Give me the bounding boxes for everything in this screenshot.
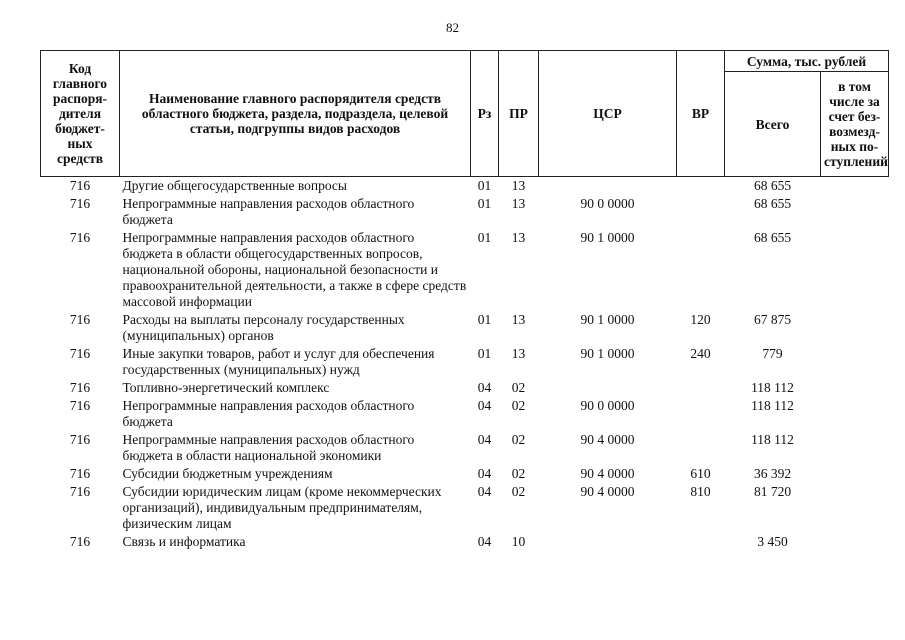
cell-rz: 01 xyxy=(477,346,492,361)
cell-free xyxy=(821,484,889,534)
cell-rz: 04 xyxy=(477,432,492,447)
cell-total: 68 655 xyxy=(753,178,792,193)
cell-free xyxy=(821,346,889,380)
cell-pr: 02 xyxy=(511,484,526,499)
header-csr: ЦСР xyxy=(539,51,677,177)
cell-vr xyxy=(677,432,725,466)
cell-total: 81 720 xyxy=(753,484,792,499)
cell-name: Топливно-энергетический комплекс xyxy=(122,380,330,395)
cell-total: 118 112 xyxy=(751,432,794,447)
page-number: 82 xyxy=(446,20,459,35)
cell-rz: 04 xyxy=(477,466,492,481)
header-sum: Сумма, тыс. рублей xyxy=(725,51,889,72)
cell-total: 68 655 xyxy=(753,196,792,211)
cell-free xyxy=(821,398,889,432)
cell-total: 118 112 xyxy=(751,380,794,395)
table-row xyxy=(41,346,889,380)
cell-name: Другие общегосударственные вопросы xyxy=(122,178,347,193)
cell-csr: 90 0 0000 xyxy=(580,196,635,211)
header-rz: Рз xyxy=(471,51,499,177)
cell-vr: 120 xyxy=(690,312,711,327)
cell-rz: 04 xyxy=(477,380,492,395)
header-pr: ПР xyxy=(499,51,539,177)
cell-code: 716 xyxy=(69,398,91,413)
cell-total: 67 875 xyxy=(753,312,792,327)
cell-total: 779 xyxy=(762,346,783,361)
budget-table xyxy=(40,50,889,552)
cell-total: 36 392 xyxy=(753,466,792,481)
cell-vr xyxy=(677,230,725,312)
cell-name: Непрограммные направления расходов областного бюджета в области национальной экономики xyxy=(122,432,415,463)
cell-rz: 04 xyxy=(477,484,492,499)
cell-name: Расходы на выплаты персоналу государственных (муниципальных) органов xyxy=(122,312,405,343)
cell-pr: 02 xyxy=(511,466,526,481)
cell-code: 716 xyxy=(69,534,91,549)
cell-csr: 90 1 0000 xyxy=(580,230,635,245)
cell-free xyxy=(821,432,889,466)
cell-name: Иные закупки товаров, работ и услуг для обеспечения государственных (муниципальных) нужд xyxy=(122,346,435,377)
cell-free xyxy=(821,177,889,197)
table-row xyxy=(41,312,889,346)
header-name: Наименование главного распорядителя средств областного бюджета, раздела, подраздела, целевой статьи, подгруппы видов расходов xyxy=(120,51,471,177)
header-free: в том числе за счет без- возмезд- ных по- ступлений xyxy=(821,72,889,177)
cell-free xyxy=(821,312,889,346)
cell-pr: 02 xyxy=(511,380,526,395)
cell-name: Непрограммные направления расходов областного бюджета в области общегосударственных вопросов, национальной обороны, национальной безопасности и правоохранительной деятельности, а также в сфере средств массовой информации xyxy=(122,230,467,309)
cell-pr: 13 xyxy=(511,178,526,193)
cell-rz: 01 xyxy=(477,230,492,245)
cell-name: Непрограммные направления расходов областного бюджета xyxy=(122,196,415,227)
cell-total: 3 450 xyxy=(757,534,788,549)
table-body xyxy=(41,177,889,553)
cell-rz: 01 xyxy=(477,178,492,193)
cell-pr: 13 xyxy=(511,230,526,245)
table-row xyxy=(41,432,889,466)
table-row xyxy=(41,177,889,197)
cell-code: 716 xyxy=(69,432,91,447)
cell-pr: 13 xyxy=(511,346,526,361)
cell-code: 716 xyxy=(69,346,91,361)
cell-pr: 13 xyxy=(511,312,526,327)
cell-total: 118 112 xyxy=(751,398,794,413)
cell-vr xyxy=(677,398,725,432)
cell-csr: 90 1 0000 xyxy=(580,312,635,327)
cell-name: Непрограммные направления расходов областного бюджета xyxy=(122,398,415,429)
cell-vr xyxy=(677,196,725,230)
cell-vr: 240 xyxy=(690,346,711,361)
cell-csr: 90 4 0000 xyxy=(580,432,635,447)
cell-code: 716 xyxy=(69,178,91,193)
cell-csr: 90 4 0000 xyxy=(580,484,635,499)
cell-csr xyxy=(539,177,677,197)
header-code: Код главного распоря- дителя бюджет- ных средств xyxy=(41,51,120,177)
cell-rz: 04 xyxy=(477,398,492,413)
cell-rz: 04 xyxy=(477,534,492,549)
cell-pr: 13 xyxy=(511,196,526,211)
cell-code: 716 xyxy=(69,312,91,327)
cell-csr: 90 4 0000 xyxy=(580,466,635,481)
cell-csr xyxy=(539,534,677,552)
cell-csr: 90 0 0000 xyxy=(580,398,635,413)
table-row xyxy=(41,398,889,432)
cell-free xyxy=(821,534,889,552)
cell-code: 716 xyxy=(69,230,91,245)
cell-total: 68 655 xyxy=(753,230,792,245)
cell-rz: 01 xyxy=(477,312,492,327)
table-row xyxy=(41,484,889,534)
table-row xyxy=(41,380,889,398)
cell-free xyxy=(821,380,889,398)
cell-pr: 10 xyxy=(511,534,526,549)
cell-free xyxy=(821,196,889,230)
cell-name: Субсидии юридическим лицам (кроме некоммерческих организаций), индивидуальным предпринимателям, физическим лицам xyxy=(122,484,442,531)
cell-csr xyxy=(539,380,677,398)
cell-code: 716 xyxy=(69,380,91,395)
header-total: Всего xyxy=(725,72,821,177)
cell-code: 716 xyxy=(69,466,91,481)
table-row xyxy=(41,466,889,484)
cell-rz: 01 xyxy=(477,196,492,211)
cell-code: 716 xyxy=(69,484,91,499)
table-row xyxy=(41,196,889,230)
cell-free xyxy=(821,466,889,484)
cell-vr: 810 xyxy=(690,484,711,499)
cell-pr: 02 xyxy=(511,398,526,413)
table-row xyxy=(41,230,889,312)
cell-vr xyxy=(677,177,725,197)
header-vr: ВР xyxy=(677,51,725,177)
table-row xyxy=(41,534,889,552)
cell-vr: 610 xyxy=(690,466,711,481)
cell-vr xyxy=(677,534,725,552)
cell-name: Субсидии бюджетным учреждениям xyxy=(122,466,333,481)
cell-pr: 02 xyxy=(511,432,526,447)
cell-csr: 90 1 0000 xyxy=(580,346,635,361)
cell-name: Связь и информатика xyxy=(122,534,246,549)
cell-vr xyxy=(677,380,725,398)
cell-free xyxy=(821,230,889,312)
cell-code: 716 xyxy=(69,196,91,211)
